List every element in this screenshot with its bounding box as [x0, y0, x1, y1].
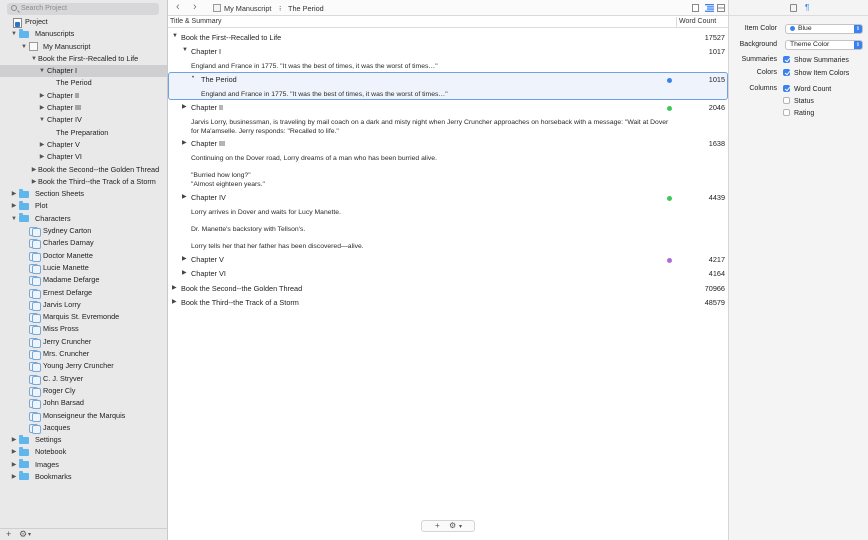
- disclosure-closed-icon[interactable]: ▶: [39, 141, 45, 148]
- breadcrumb-separator: ⁝: [279, 4, 282, 13]
- gear-icon[interactable]: ⚙: [449, 521, 457, 530]
- outline-row-summary: Jarvis Lorry, businessman, is traveling by mail coach on a dark and misty night when Jerry Cruncher approaches on horseback with a message: "Wait at Dover: [191, 119, 669, 126]
- character-icon: [29, 301, 39, 309]
- disclosure-closed-icon[interactable]: ▶: [39, 105, 45, 112]
- outline-row-title[interactable]: Chapter II: [191, 103, 224, 112]
- word-count-cell: 4164: [708, 269, 725, 278]
- outline-row-title[interactable]: Book the Third--the Track of a Storm: [181, 298, 299, 307]
- disclosure-open-icon[interactable]: ▼: [21, 43, 27, 50]
- outline-row-title[interactable]: Book the Second--the Golden Thread: [181, 284, 303, 293]
- binder-item[interactable]: [0, 311, 167, 323]
- outline-row-title[interactable]: Chapter V: [191, 255, 224, 264]
- binder-item-label: My Manuscript: [43, 41, 91, 51]
- binder-item-label: Characters: [35, 213, 71, 223]
- folder-icon: [19, 191, 29, 198]
- binder-item[interactable]: [0, 77, 167, 89]
- outline-row-summary: "Burried how long?": [191, 172, 251, 179]
- character-icon: [29, 252, 39, 260]
- binder-item-label: Doctor Manette: [43, 250, 93, 260]
- binder-item[interactable]: [0, 250, 167, 262]
- show-summaries-checkbox[interactable]: [783, 56, 849, 64]
- binder-item-label: Jarvis Lorry: [43, 299, 81, 309]
- binder-item-label: Bookmarks: [35, 471, 72, 481]
- checkbox-checked-icon[interactable]: [783, 85, 790, 92]
- disclosure-open-icon[interactable]: ▼: [172, 33, 178, 39]
- binder-item[interactable]: [0, 65, 167, 77]
- disclosure-closed-icon[interactable]: ▶: [11, 203, 17, 210]
- show-item-colors-checkbox[interactable]: [783, 69, 849, 77]
- binder-item[interactable]: [0, 53, 167, 65]
- outline-footer-controls[interactable]: [421, 520, 475, 532]
- binder-item[interactable]: [0, 385, 167, 397]
- binder-item[interactable]: [0, 41, 167, 53]
- outline-row-title[interactable]: The Period: [201, 75, 237, 84]
- character-icon: [29, 362, 39, 370]
- character-icon: [29, 424, 39, 432]
- breadcrumb-item[interactable]: The Period: [288, 4, 324, 13]
- binder-item[interactable]: [0, 323, 167, 335]
- add-icon[interactable]: +: [6, 529, 12, 539]
- binder-item[interactable]: [0, 446, 167, 458]
- binder-item-label: C. J. Stryver: [43, 373, 84, 383]
- character-icon: [29, 412, 39, 420]
- inspector-panel: [728, 0, 868, 540]
- label-color-dot: [667, 106, 672, 111]
- word-count-cell: 48579: [704, 298, 725, 307]
- single-document-icon[interactable]: [692, 4, 699, 12]
- disclosure-closed-icon[interactable]: ▶: [172, 285, 177, 291]
- outline-row-summary: for Ma'amselle. Jerry responds: "Recalled to life.": [191, 127, 339, 135]
- word-count-cell: 70966: [704, 284, 725, 293]
- character-icon: [29, 264, 39, 272]
- outline-row-summary: Lorry tells her that her father has been discovered—alive.: [191, 243, 364, 250]
- character-icon: [29, 387, 39, 395]
- binder-item[interactable]: [0, 188, 167, 200]
- binder-item-label: Images: [35, 459, 59, 469]
- outline-row[interactable]: [168, 269, 728, 279]
- word-count-cell: 1017: [708, 47, 725, 56]
- binder-item-label: Project: [25, 17, 48, 26]
- breadcrumb-manuscript[interactable]: My Manuscript: [224, 4, 272, 13]
- label-color-dot: [667, 78, 672, 83]
- item-color-label: Item Color: [744, 25, 777, 32]
- item-color-value: Blue: [798, 25, 812, 32]
- outline-row[interactable]: [168, 139, 728, 149]
- outline-row-title[interactable]: Chapter VI: [191, 269, 226, 278]
- binder-item-label: The Preparation: [56, 127, 109, 137]
- disclosure-open-icon[interactable]: ▼: [182, 47, 188, 53]
- column-word-count[interactable]: Word Count: [679, 18, 717, 25]
- word-count-cell: 1638: [708, 139, 725, 148]
- binder-item-label: Lucie Manette: [43, 262, 89, 272]
- binder-item-label: Mrs. Cruncher: [43, 349, 90, 359]
- checkbox-checked-icon[interactable]: [783, 69, 790, 76]
- binder-item-label: Sydney Carton: [43, 226, 92, 236]
- bullet-icon[interactable]: •: [192, 75, 195, 81]
- rating-checkbox[interactable]: [783, 109, 814, 117]
- search-placeholder: Search Project: [21, 5, 67, 12]
- column-divider: [676, 17, 677, 28]
- binder-item[interactable]: [0, 348, 167, 360]
- character-icon: [29, 239, 39, 247]
- checkbox-unchecked-icon[interactable]: [783, 109, 790, 116]
- disclosure-closed-icon[interactable]: ▶: [31, 178, 37, 185]
- word-count-cell: 17527: [704, 33, 725, 42]
- binder-item[interactable]: [0, 114, 167, 126]
- checkbox-checked-icon[interactable]: [783, 56, 790, 63]
- binder-item-label: Charles Darnay: [43, 238, 94, 248]
- binder-item[interactable]: [0, 299, 167, 311]
- split-view-icon[interactable]: [717, 4, 724, 12]
- binder-item[interactable]: [0, 422, 167, 434]
- binder-item[interactable]: [0, 176, 167, 188]
- outliner-view-icon[interactable]: [705, 4, 712, 12]
- binder-item-label: The Period: [56, 78, 92, 88]
- column-title-summary[interactable]: Title & Summary: [170, 18, 222, 25]
- word-count-text: Word Count: [794, 86, 832, 93]
- binder-item[interactable]: [0, 434, 167, 446]
- outline-row-summary: Lorry arrives in Dover and waits for Lucy Manette.: [191, 209, 341, 216]
- binder-item[interactable]: [0, 360, 167, 372]
- binder-item[interactable]: [0, 102, 167, 114]
- outline-row[interactable]: [168, 298, 728, 308]
- binder-item-label: John Barsad: [43, 398, 84, 408]
- document-icon: [213, 4, 221, 12]
- outline-row[interactable]: [168, 75, 728, 85]
- binder-item[interactable]: [0, 127, 167, 139]
- checkbox-unchecked-icon[interactable]: [783, 97, 790, 104]
- chevron-updown-icon: ⇕: [855, 42, 861, 48]
- binder-item-label: Chapter IV: [47, 115, 82, 125]
- columns-label: Columns: [749, 85, 777, 92]
- item-color-select[interactable]: [785, 24, 863, 34]
- back-button[interactable]: ‹: [176, 1, 180, 13]
- binder-item-label: Miss Pross: [43, 324, 79, 334]
- outline-row[interactable]: [168, 284, 728, 294]
- character-icon: [29, 350, 39, 358]
- binder-item[interactable]: [0, 459, 167, 471]
- outline-row-title[interactable]: Chapter III: [191, 139, 226, 148]
- search-input[interactable]: [7, 3, 159, 15]
- character-icon: [29, 338, 39, 346]
- character-icon: [29, 276, 39, 284]
- disclosure-open-icon[interactable]: ▼: [39, 68, 45, 75]
- sidebar-footer: [0, 528, 168, 540]
- binder-item-label: Book the Second--the Golden Thread: [38, 164, 160, 174]
- outline-row-title[interactable]: Book the First--Recalled to Life: [181, 33, 282, 42]
- manuscript-icon: [29, 42, 38, 51]
- binder-item[interactable]: [0, 164, 167, 176]
- folder-icon: [19, 437, 29, 444]
- disclosure-closed-icon[interactable]: ▶: [11, 449, 17, 456]
- binder-item-label: Jerry Cruncher: [43, 336, 92, 346]
- word-count-cell: 1015: [708, 75, 725, 84]
- word-count-cell: 2046: [708, 103, 725, 112]
- colors-label: Colors: [756, 69, 777, 76]
- disclosure-open-icon[interactable]: ▼: [11, 215, 17, 222]
- binder-item[interactable]: [0, 471, 167, 483]
- binder-item-label: Book the Third--the Track of a Storm: [38, 176, 156, 186]
- character-icon: [29, 375, 39, 383]
- outline-row-summary: "Almost eighteen years.": [191, 180, 265, 188]
- disclosure-closed-icon[interactable]: ▶: [39, 92, 45, 99]
- rating-text: Rating: [794, 110, 815, 117]
- binder-item[interactable]: [0, 336, 167, 348]
- binder-item[interactable]: [0, 16, 167, 28]
- outline-row-title[interactable]: Chapter IV: [191, 193, 226, 202]
- disclosure-closed-icon[interactable]: ▶: [11, 191, 17, 198]
- disclosure-closed-icon[interactable]: ▶: [182, 270, 187, 276]
- binder-item-label: Section Sheets: [35, 189, 85, 199]
- search-icon: [11, 5, 17, 11]
- disclosure-closed-icon[interactable]: ▶: [39, 154, 45, 161]
- word-count-checkbox[interactable]: [783, 85, 831, 93]
- outline-row-summary: England and France in 1775. "It was the best of times, it was the worst of times…": [201, 91, 448, 98]
- folder-icon: [19, 461, 29, 468]
- binder-item[interactable]: [0, 287, 167, 299]
- binder-item-label: Madame Defarge: [43, 275, 100, 285]
- disclosure-open-icon[interactable]: ▼: [31, 55, 37, 62]
- folder-icon: [19, 215, 29, 222]
- editor-header: [168, 0, 728, 16]
- binder-list: [0, 16, 167, 483]
- add-icon[interactable]: +: [435, 521, 440, 530]
- binder-item-label: Manuscripts: [35, 29, 75, 39]
- folder-icon: [19, 31, 29, 38]
- binder-item-label: Roger Cly: [43, 385, 76, 395]
- binder-item[interactable]: [0, 213, 167, 225]
- outline-row[interactable]: [168, 33, 728, 43]
- outliner-editor: [168, 0, 728, 540]
- binder-item-label: Marquis St. Evremonde: [43, 312, 120, 322]
- disclosure-closed-icon[interactable]: ▶: [11, 437, 17, 444]
- chevron-down-icon[interactable]: ▾: [28, 532, 32, 538]
- binder-item-label: Book the First--Recalled to Life: [38, 53, 139, 63]
- chevron-updown-icon: ⇕: [855, 26, 861, 32]
- word-count-cell: 4217: [708, 255, 725, 264]
- outline-row[interactable]: [168, 47, 728, 57]
- binder-item-label: Chapter VI: [47, 152, 82, 162]
- background-label: Background: [739, 41, 777, 48]
- disclosure-closed-icon[interactable]: ▶: [31, 166, 37, 173]
- label-color-dot: [667, 258, 672, 263]
- outline-row[interactable]: [168, 255, 728, 265]
- folder-icon: [19, 449, 29, 456]
- project-icon: [13, 18, 22, 28]
- disclosure-open-icon[interactable]: ▼: [39, 117, 45, 124]
- character-icon: [29, 313, 39, 321]
- status-text: Status: [794, 98, 814, 105]
- disclosure-closed-icon[interactable]: ▶: [11, 461, 17, 468]
- folder-icon: [19, 203, 29, 210]
- outline-row[interactable]: [168, 103, 728, 113]
- binder-item-label: Ernest Defarge: [43, 287, 93, 297]
- chevron-down-icon[interactable]: ▾: [459, 524, 463, 530]
- binder-item[interactable]: [0, 200, 167, 212]
- binder-item[interactable]: [0, 237, 167, 249]
- binder-sidebar: [0, 0, 168, 540]
- binder-item-label: Plot: [35, 201, 48, 211]
- binder-item-label: Chapter II: [47, 90, 80, 100]
- binder-item[interactable]: [0, 262, 167, 274]
- binder-item-label: Chapter III: [47, 103, 82, 113]
- folder-icon: [19, 473, 29, 480]
- disclosure-open-icon[interactable]: ▼: [11, 31, 17, 38]
- outline-row[interactable]: [168, 193, 728, 203]
- binder-item[interactable]: [0, 90, 167, 102]
- background-value: Theme Color: [790, 41, 830, 48]
- binder-item[interactable]: [0, 274, 167, 286]
- pilcrow-icon[interactable]: ¶: [805, 3, 810, 12]
- disclosure-closed-icon[interactable]: ▶: [182, 256, 187, 262]
- binder-item[interactable]: [0, 28, 167, 40]
- forward-button[interactable]: ›: [193, 1, 197, 13]
- color-swatch-icon: [790, 26, 795, 31]
- character-icon: [29, 325, 39, 333]
- binder-item-label: Jacques: [43, 422, 71, 432]
- outline-row-summary: Continuing on the Dover road, Lorry dreams of a man who has been burried alive.: [191, 155, 437, 162]
- binder-item-label: Young Jerry Cruncher: [43, 361, 114, 371]
- outline-row-summary: Dr. Manette's backstory with Tellson's.: [191, 226, 306, 233]
- outline-row-summary: England and France in 1775. "It was the best of times, it was the worst of times…": [191, 63, 438, 70]
- binder-item-label: Notebook: [35, 447, 67, 457]
- gear-icon[interactable]: ⚙: [19, 529, 28, 539]
- disclosure-closed-icon[interactable]: ▶: [172, 299, 177, 305]
- binder-item[interactable]: [0, 225, 167, 237]
- disclosure-closed-icon[interactable]: ▶: [11, 473, 17, 480]
- binder-item-label: Monseigneur the Marquis: [43, 410, 126, 420]
- show-item-colors-text: Show Item Colors: [794, 70, 850, 77]
- disclosure-closed-icon[interactable]: ▶: [182, 194, 187, 200]
- outline-row-title[interactable]: Chapter I: [191, 47, 222, 56]
- binder-item[interactable]: [0, 397, 167, 409]
- character-icon: [29, 289, 39, 297]
- label-color-dot: [667, 196, 672, 201]
- summaries-label: Summaries: [741, 56, 777, 63]
- show-summaries-text: Show Summaries: [794, 57, 849, 64]
- disclosure-closed-icon[interactable]: ▶: [182, 140, 187, 146]
- binder-item-label: Settings: [35, 435, 62, 445]
- background-select[interactable]: [785, 40, 863, 50]
- word-count-cell: 4439: [708, 193, 725, 202]
- binder-item[interactable]: [0, 373, 167, 385]
- binder-item[interactable]: [0, 410, 167, 422]
- inspector-tabs: [729, 0, 868, 16]
- binder-item[interactable]: [0, 139, 167, 151]
- binder-item-label: Chapter V: [47, 139, 80, 149]
- outline-column-header: [168, 17, 728, 28]
- character-icon: [29, 227, 39, 235]
- document-settings-icon[interactable]: [790, 4, 797, 12]
- disclosure-closed-icon[interactable]: ▶: [182, 104, 187, 110]
- character-icon: [29, 399, 39, 407]
- binder-item[interactable]: [0, 151, 167, 163]
- binder-item-label: Chapter I: [47, 66, 78, 76]
- status-checkbox[interactable]: [783, 97, 814, 105]
